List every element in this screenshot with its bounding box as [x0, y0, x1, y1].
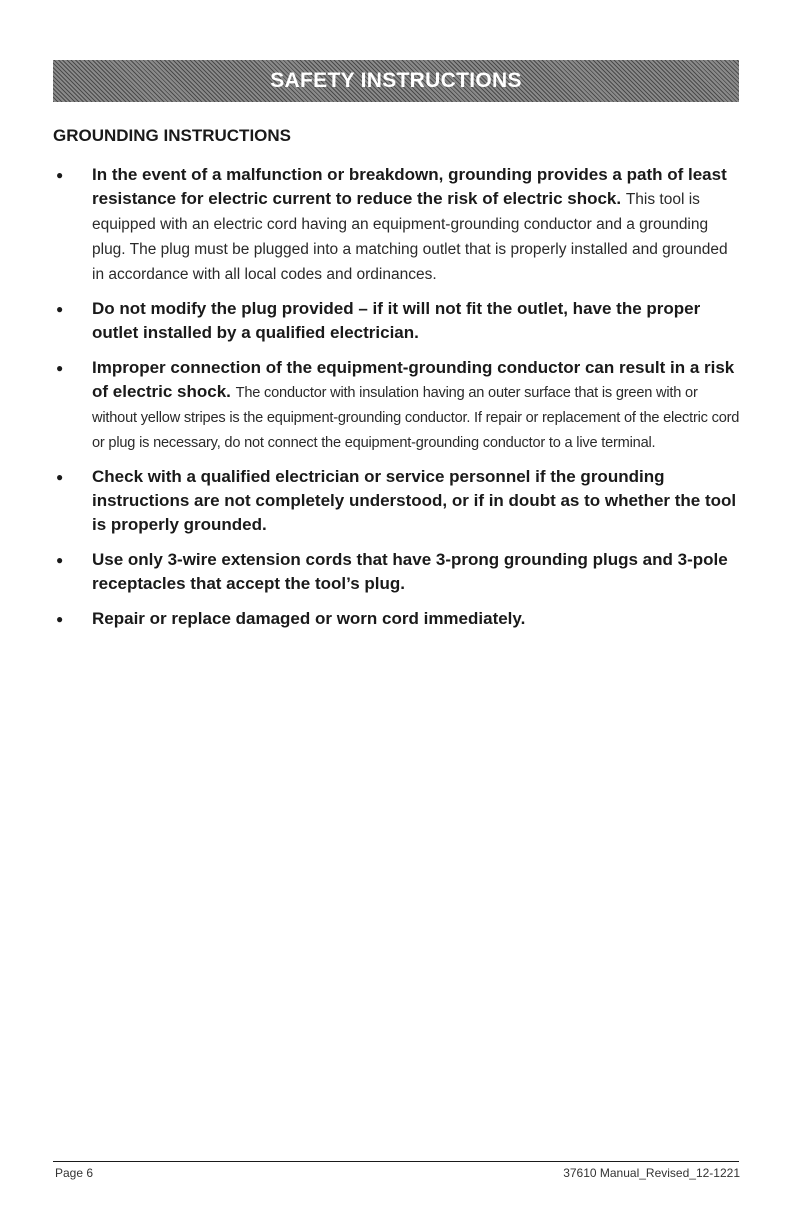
bullet-icon: ● — [56, 612, 64, 626]
item-lead-text: In the event of a malfunction or breakdown, grounding provides a path of least resistance for electric current to reduce the risk of electric shock. — [92, 165, 727, 208]
item-lead-text: Use only 3-wire extension cords that have 3-prong grounding plugs and 3-pole receptacles that accept the tool’s plug. — [92, 550, 728, 593]
item-lead-text: Repair or replace damaged or worn cord immediately. — [92, 609, 526, 628]
list-item — [53, 356, 743, 455]
bullet-icon: ● — [56, 553, 64, 567]
item-lead-text: Do not modify the plug provided – if it will not fit the outlet, have the proper outlet installed by a qualified electrician. — [92, 299, 701, 342]
item-lead-text: Improper connection of the equipment-grounding conductor can result in a risk of electric shock. — [92, 358, 735, 401]
bullet-icon: ● — [56, 168, 64, 182]
bullet-icon: ● — [56, 470, 64, 484]
page-number: Page 6 — [55, 1166, 94, 1180]
document-id: 37610 Manual_Revised_12-1221 — [563, 1166, 740, 1180]
grounding-instructions-list — [53, 163, 743, 642]
item-lead-text: Check with a qualified electrician or service personnel if the grounding instructions are not completely understood, or if in doubt as to whether the tool is properly grounded. — [92, 467, 737, 534]
list-item — [53, 548, 743, 597]
bullet-icon: ● — [56, 302, 64, 316]
list-item — [53, 465, 743, 538]
banner-title: SAFETY INSTRUCTIONS — [270, 69, 522, 92]
footer-divider — [53, 1161, 739, 1162]
bullet-icon: ● — [56, 361, 64, 375]
item-body-text: The conductor with insulation having an outer surface that is green with or without yellow stripes is the equipment-grounding conductor. If repair or replacement of the electric cord or plug is necessary, do not connect the equipment-grounding conductor to a live terminal. — [92, 385, 740, 451]
list-item — [53, 297, 743, 346]
section-heading: GROUNDING INSTRUCTIONS — [53, 126, 291, 145]
item-body-text: This tool is equipped with an electric cord having an equipment-grounding conductor and a grounding plug. The plug must be plugged into a matching outlet that is properly installed and grounded in accordance with all local codes and ordinances. — [92, 191, 728, 283]
list-item — [53, 163, 743, 287]
list-item — [53, 607, 743, 632]
section-banner — [53, 60, 739, 102]
